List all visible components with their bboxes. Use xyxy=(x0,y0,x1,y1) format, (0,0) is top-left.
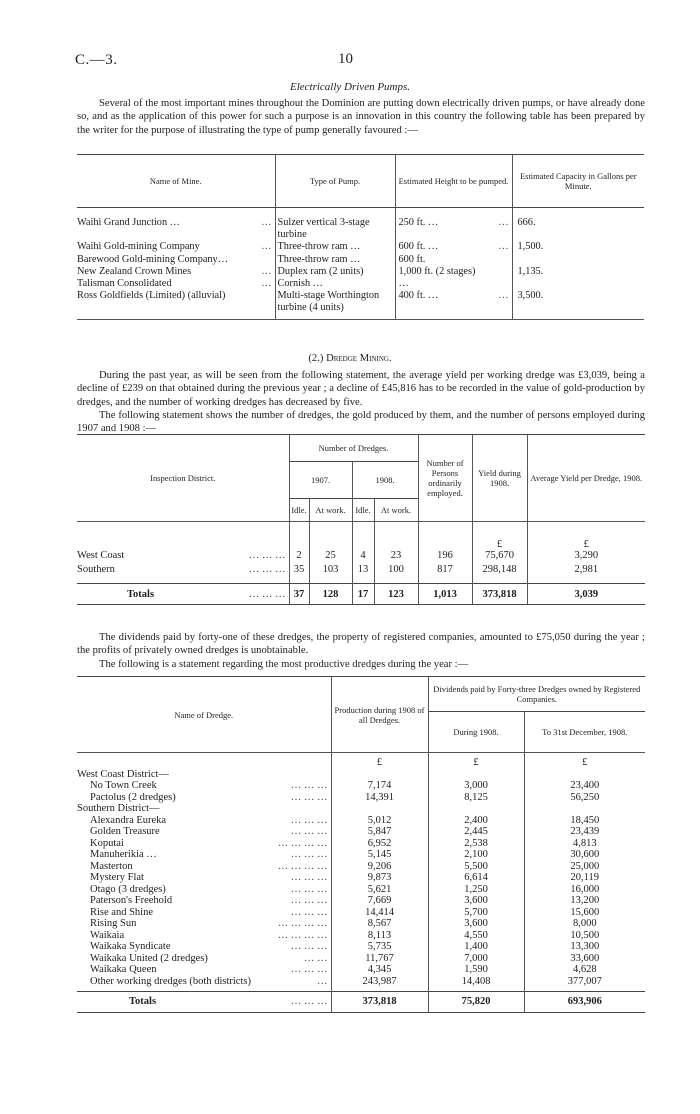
district-name xyxy=(77,550,289,564)
dredge-name xyxy=(77,872,331,884)
production: 14,391 xyxy=(331,792,428,804)
dredges-totals-dots: … … … xyxy=(290,995,328,1007)
table-row xyxy=(77,861,645,873)
dredge-name xyxy=(77,792,331,804)
dividends-to-date: 13,200 xyxy=(570,895,600,906)
idle-1907: 2 xyxy=(289,550,309,564)
dividends-during: 5,500 xyxy=(428,861,524,873)
pump-type xyxy=(275,254,395,266)
dividends-to-date: 13,300 xyxy=(570,941,600,952)
pumps-paragraph: Several of the most important mines throughout the Dominion are putting down electrically driven pumps, or have already done so, and as the application of this power for such a purpose is an innovation in this country the following table has been prepared by the writer for the purpose of illustrating the type of pump generally favoured :— xyxy=(77,98,645,136)
height xyxy=(395,266,512,278)
mine-name xyxy=(77,241,275,253)
table-row xyxy=(77,217,644,241)
header-at-work-1908: At work. xyxy=(374,499,418,522)
header-1908: 1908. xyxy=(352,462,418,499)
height-text: 1,000 ft. (2 stages) xyxy=(398,265,476,277)
dividends-during: 3,000 xyxy=(428,780,524,792)
header-yield: Yield during 1908. xyxy=(472,435,527,522)
dredge-name xyxy=(77,907,331,919)
dividends-during: 8,125 xyxy=(428,792,524,804)
table-row xyxy=(77,278,644,290)
pump-type xyxy=(275,278,395,290)
table-row xyxy=(77,849,645,861)
mine-name-text: Waihi Gold-mining Company xyxy=(77,241,200,253)
idle-1908: 13 xyxy=(352,564,374,578)
leader-dots: … … … xyxy=(290,826,328,837)
table-row xyxy=(77,290,644,319)
height xyxy=(395,278,512,290)
dividends-during: 1,400 xyxy=(428,941,524,953)
yield-currency-mark: £ xyxy=(472,522,527,550)
totals-idle-1908: 17 xyxy=(352,584,374,605)
dredge-paragraph-1: During the past year, as will be seen from the following statement, the average yield per working dredge was £3,039, being a decline of £239 on that obtained during the previous year ; a decline of £45,816 has to be recorded in the value of gold-production by dredges, and the number of working dredges has decreased by five. xyxy=(77,370,645,408)
dividends-to-date: 30,600 xyxy=(570,849,600,860)
table-row xyxy=(77,895,645,907)
dredge-name-text: Waikaka Syndicate xyxy=(90,941,171,952)
dividends-during: 2,100 xyxy=(428,849,524,861)
districts-totals-row xyxy=(77,584,645,605)
work-1908: 100 xyxy=(374,564,418,578)
height-text: 250 ft. … xyxy=(398,217,439,228)
header-production: Production during 1908 of all Dredges. xyxy=(331,677,428,753)
dredge-name-text: Paterson's Freehold xyxy=(90,895,173,906)
pump-type xyxy=(275,290,395,319)
persons: 196 xyxy=(418,550,472,564)
leader-dots: … … … xyxy=(290,883,328,895)
header-dividends: Dividends paid by Forty-three Dredges owned by Registered Companies. xyxy=(428,677,645,712)
dredge-name xyxy=(77,861,331,873)
production xyxy=(331,803,428,815)
dividends-to-date: 18,450 xyxy=(570,814,600,826)
dredge-name xyxy=(77,838,331,850)
leader-dots: … … … … xyxy=(277,929,328,941)
production: 8,113 xyxy=(331,930,428,942)
height-text: … xyxy=(398,278,409,290)
dividends-during: 2,445 xyxy=(428,826,524,838)
dredges-totals-to-date: 693,906 xyxy=(524,991,645,1012)
dividends-to-date: 10,500 xyxy=(570,929,600,941)
leader-dots: … … … xyxy=(290,791,328,803)
district-heading xyxy=(77,769,331,781)
totals-dots: … … … xyxy=(248,588,286,600)
header-during-1908: During 1908. xyxy=(428,712,524,753)
height-text: 400 ft. … xyxy=(398,290,439,302)
dredge-name-text: West Coast District— xyxy=(77,768,169,780)
work-1907: 103 xyxy=(309,564,352,578)
pump-type-text: Duplex ram (2 units) xyxy=(277,265,364,277)
dredge-name xyxy=(77,849,331,861)
leader-dots: … … … … xyxy=(277,918,328,929)
pump-type-text: Cornish … xyxy=(277,278,323,290)
leader-dots: … … … xyxy=(248,549,286,561)
production: 5,145 xyxy=(331,849,428,861)
production: 7,669 xyxy=(331,895,428,907)
leader-dots: … xyxy=(498,217,509,228)
dredge-name-text: Rise and Shine xyxy=(90,906,153,918)
dredge-paragraph-2: The following statement shows the number of dredges, the gold produced by them, and the number of persons employed during 1907 and 1908 :— xyxy=(77,410,645,435)
dredge-name xyxy=(77,826,331,838)
dividends-during: 3,600 xyxy=(428,895,524,907)
capacity: 3,500. xyxy=(512,290,644,319)
dredge-section-title: (2.) Dredge Mining. xyxy=(308,353,392,364)
table-row xyxy=(77,803,645,815)
work-1907: 25 xyxy=(309,550,352,564)
capacity xyxy=(512,278,644,290)
pumps-table xyxy=(77,154,644,320)
dredge-name-text: Koputai xyxy=(90,837,124,849)
leader-dots: … xyxy=(261,265,272,277)
dividends-during xyxy=(428,769,524,781)
header-capacity: Estimated Capacity in Gallons per Minute. xyxy=(512,155,644,208)
dividends-paragraph-2: The following is a statement regarding the most productive dredges during the year :— xyxy=(99,659,469,670)
production: 11,767 xyxy=(331,953,428,965)
average: 3,290 xyxy=(574,549,599,561)
totals-idle-1907: 37 xyxy=(289,584,309,605)
idle-1908: 4 xyxy=(352,550,374,564)
header-idle-1908: Idle. xyxy=(352,499,374,522)
dredges-totals-label: Totals xyxy=(129,995,157,1007)
header-at-work-1907: At work. xyxy=(309,499,352,522)
table-row xyxy=(77,941,645,953)
table-row xyxy=(77,792,645,804)
dredge-name xyxy=(77,930,331,942)
dredges-totals-during: 75,820 xyxy=(428,991,524,1012)
dividends-to-date xyxy=(524,769,645,781)
dredge-name-text: Waikaia xyxy=(90,929,125,941)
leader-dots: … … … xyxy=(248,563,286,575)
mine-name-text: Ross Goldfields (Limited) (alluvial) xyxy=(77,290,226,302)
production: 9,873 xyxy=(331,872,428,884)
table-row xyxy=(77,918,645,930)
yield: 75,670 xyxy=(472,550,527,564)
dredge-name-text: Manuherikia … xyxy=(90,849,157,860)
dividends-during: 5,700 xyxy=(428,907,524,919)
table-row xyxy=(77,826,645,838)
pump-type-text: Three-throw ram … xyxy=(277,253,361,265)
dividends-to-date: 20,119 xyxy=(570,872,599,883)
height xyxy=(395,241,512,253)
dredge-name xyxy=(77,918,331,930)
leader-dots: … … … … xyxy=(277,860,328,872)
table-row xyxy=(77,241,644,253)
dividends-to-date: 33,600 xyxy=(570,952,600,964)
header-height: Estimated Height to be pumped. xyxy=(395,155,512,208)
work-1908: 23 xyxy=(374,550,418,564)
table-row xyxy=(77,907,645,919)
yield: 298,148 xyxy=(472,564,527,578)
header-to-date: To 31st December, 1908. xyxy=(524,712,645,753)
totals-yield: 373,818 xyxy=(472,584,527,605)
capacity: 1,500. xyxy=(517,241,544,253)
dredge-name-text: Rising Sun xyxy=(90,918,137,929)
header-district: Inspection District. xyxy=(77,435,289,522)
production: 9,206 xyxy=(331,861,428,873)
dredges-totals-row xyxy=(77,991,645,1012)
height-text: 600 ft. xyxy=(398,253,426,265)
dredge-name-text: Waikaka Queen xyxy=(90,964,157,975)
height xyxy=(395,290,512,319)
average-currency-mark: £ xyxy=(583,538,589,550)
mine-name-text: New Zealand Crown Mines xyxy=(77,265,192,277)
dividends-during: 3,600 xyxy=(428,918,524,930)
production: 5,735 xyxy=(331,941,428,953)
table-row xyxy=(77,930,645,942)
mine-name-text: Barewood Gold-mining Company… xyxy=(77,253,229,265)
totals-work-1908: 123 xyxy=(374,584,418,605)
to-date-currency-mark: £ xyxy=(582,757,588,768)
dredge-name-text: Masterton xyxy=(90,860,133,872)
dredge-name-text: Southern District— xyxy=(77,803,160,814)
table-row xyxy=(77,780,645,792)
production xyxy=(331,769,428,781)
leader-dots: … xyxy=(261,278,272,290)
dividends-during: 4,550 xyxy=(428,930,524,942)
totals-work-1907: 128 xyxy=(309,584,352,605)
persons: 817 xyxy=(418,564,472,578)
table-row xyxy=(77,550,645,564)
dredge-name xyxy=(77,941,331,953)
dividends-to-date: 4,628 xyxy=(572,964,597,975)
mine-name xyxy=(77,278,275,290)
production: 5,847 xyxy=(331,826,428,838)
dividends-to-date: 25,000 xyxy=(570,860,600,872)
table-row xyxy=(77,254,644,266)
pump-type xyxy=(275,266,395,278)
leader-dots: … xyxy=(498,290,509,302)
dredge-name-text: Pactolus (2 dredges) xyxy=(90,791,176,803)
dividends-during: 14,408 xyxy=(428,976,524,988)
capacity: 666. xyxy=(517,217,536,228)
leader-dots: … … … xyxy=(290,941,328,952)
leader-dots: … xyxy=(261,217,272,228)
leader-dots: … … … xyxy=(290,906,328,918)
dredge-name xyxy=(77,895,331,907)
header-average: Average Yield per Dredge, 1908. xyxy=(527,435,645,522)
dredge-name-text: No Town Creek xyxy=(90,780,157,791)
dividends-paragraph-1: The dividends paid by forty-one of these dredges, the property of registered companies, amounted to £75,050 during the year ; the profits of privately owned dredges is unobtainable. xyxy=(77,632,645,657)
height xyxy=(395,217,512,241)
dredges-totals-production: 373,818 xyxy=(331,991,428,1012)
dividends-during: 1,250 xyxy=(428,884,524,896)
mine-name xyxy=(77,217,275,241)
leader-dots: … … … xyxy=(290,872,328,883)
dividends-to-date: 23,439 xyxy=(570,826,600,837)
during-currency-mark: £ xyxy=(428,753,524,769)
header-1907: 1907. xyxy=(289,462,352,499)
dredge-name-text: Otago (3 dredges) xyxy=(90,883,166,895)
production: 5,012 xyxy=(331,815,428,827)
leader-dots: … xyxy=(261,241,272,253)
district-name xyxy=(77,564,289,578)
dividends-to-date: 56,250 xyxy=(570,791,600,803)
dredge-name xyxy=(77,953,331,965)
dividends-to-date: 377,007 xyxy=(567,975,602,987)
pump-type-text: Sulzer vertical 3-stage turbine xyxy=(277,217,370,241)
dredges-table xyxy=(77,676,645,1013)
pump-type xyxy=(275,241,395,253)
production: 243,987 xyxy=(331,976,428,988)
average: 2,981 xyxy=(574,563,599,575)
pump-type xyxy=(275,217,395,241)
dredge-name xyxy=(77,780,331,792)
table-row xyxy=(77,266,644,278)
leader-dots: … … … xyxy=(290,814,328,826)
height-text: 600 ft. … xyxy=(398,241,439,253)
dividends-to-date: 16,000 xyxy=(570,883,600,895)
leader-dots: … … … xyxy=(290,849,328,860)
dredge-name xyxy=(77,815,331,827)
table-row xyxy=(77,838,645,850)
table-row xyxy=(77,769,645,781)
mine-name xyxy=(77,266,275,278)
leader-dots: … … … xyxy=(290,895,328,906)
dividends-during xyxy=(428,803,524,815)
dividends-to-date: 4,813 xyxy=(572,837,597,849)
leader-dots: … … … xyxy=(290,780,328,791)
dredge-name-text: Alexandra Eureka xyxy=(90,814,167,826)
pumps-table-header xyxy=(77,155,644,208)
leader-dots: … … … xyxy=(290,964,328,975)
production-currency-mark: £ xyxy=(331,753,428,769)
dividends-during: 2,400 xyxy=(428,815,524,827)
pump-type-text: Three-throw ram … xyxy=(277,241,361,253)
dividends-during: 1,590 xyxy=(428,964,524,976)
mine-name xyxy=(77,254,275,266)
dredge-name-text: Golden Treasure xyxy=(90,826,160,837)
table-row xyxy=(77,964,645,976)
header-mine: Name of Mine. xyxy=(77,155,275,208)
dredge-name-text: Mystery Flat xyxy=(90,872,144,883)
production: 5,621 xyxy=(331,884,428,896)
dredge-name-text: Other working dredges (both districts) xyxy=(90,975,251,987)
dredge-name xyxy=(77,964,331,976)
mine-name-text: Waihi Grand Junction … xyxy=(77,217,180,228)
idle-1907: 35 xyxy=(289,564,309,578)
dividends-to-date: 15,600 xyxy=(570,906,600,918)
production: 14,414 xyxy=(331,907,428,919)
totals-average: 3,039 xyxy=(527,584,645,605)
table-row xyxy=(77,872,645,884)
districts-table xyxy=(77,434,645,605)
district-name-text: West Coast xyxy=(77,549,125,561)
dredge-name-text: Waikaka United (2 dredges) xyxy=(90,952,208,964)
header-pump-type: Type of Pump. xyxy=(275,155,395,208)
leader-dots: … xyxy=(498,241,509,253)
mine-name-text: Talisman Consolidated xyxy=(77,278,172,290)
table-row xyxy=(77,564,645,578)
pumps-section-title: Electrically Driven Pumps. xyxy=(289,81,411,93)
table-row xyxy=(77,976,645,988)
totals-label: Totals xyxy=(127,588,155,600)
page-number: 10 xyxy=(338,51,353,67)
dredge-name xyxy=(77,976,331,988)
dividends-to-date: 8,000 xyxy=(572,918,597,929)
totals-persons: 1,013 xyxy=(418,584,472,605)
production: 4,345 xyxy=(331,964,428,976)
production: 7,174 xyxy=(331,780,428,792)
dividends-to-date: 23,400 xyxy=(570,780,600,791)
mine-name xyxy=(77,290,275,319)
dividends-during: 7,000 xyxy=(428,953,524,965)
district-name-text: Southern xyxy=(77,563,115,575)
leader-dots: … … xyxy=(303,952,328,964)
table-row xyxy=(77,953,645,965)
dividends-during: 2,538 xyxy=(428,838,524,850)
table-row xyxy=(77,815,645,827)
capacity xyxy=(512,254,644,266)
table-row xyxy=(77,884,645,896)
header-number-of-dredges: Number of Dredges. xyxy=(289,435,418,462)
pump-type-text: Multi-stage Worthington turbine (4 units) xyxy=(277,290,380,314)
capacity: 1,135. xyxy=(517,265,544,277)
dividends-to-date xyxy=(524,803,645,815)
district-heading xyxy=(77,803,331,815)
leader-dots: … xyxy=(317,975,328,987)
document-code: C.—3. xyxy=(75,52,118,68)
production: 8,567 xyxy=(331,918,428,930)
dividends-during: 6,614 xyxy=(428,872,524,884)
height xyxy=(395,254,512,266)
header-idle-1907: Idle. xyxy=(289,499,309,522)
production: 6,952 xyxy=(331,838,428,850)
header-persons: Number of Persons ordinarily employed. xyxy=(418,435,472,522)
leader-dots: … … … … xyxy=(277,837,328,849)
header-dredge-name: Name of Dredge. xyxy=(77,677,331,753)
dredge-name xyxy=(77,884,331,896)
